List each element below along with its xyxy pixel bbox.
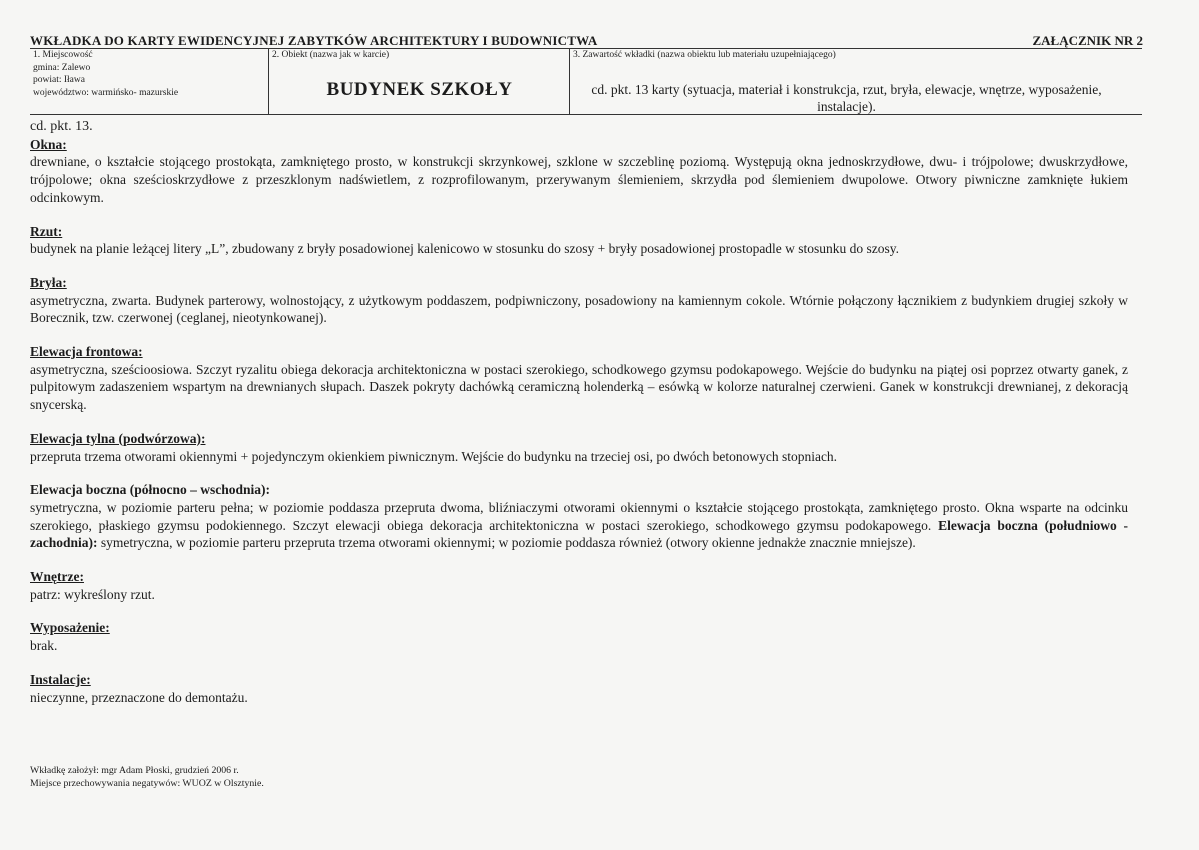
attachment-number: ZAŁĄCZNIK NR 2: [1032, 33, 1143, 48]
footer: [30, 764, 264, 790]
section-heading: Rzut:: [30, 223, 63, 239]
powiat: powiat: Iława: [33, 75, 85, 85]
object-name: BUDYNEK SZKOŁY: [326, 79, 513, 100]
object-label: 2. Obiekt (nazwa jak w karcie): [272, 50, 390, 60]
section-instalacje: [30, 671, 1128, 706]
section-text: asymetryczna, zwarta. Budynek parterowy, wolnostojący, z użytkowym poddaszem, podpiwniczony, posadowiony na kamiennym cokole. Wtórnie połączony łącznikiem z budynkiem drugiej szkoły w Borecznik, tzw. czerwonej (ceglanej, nieotynkowanej).: [30, 292, 1128, 326]
side-heading-sw: Elewacja boczna (południowo - zachodnia):: [30, 517, 1129, 551]
section-okna: [30, 136, 1128, 207]
section-heading: Elewacja boczna (północno – wschodnia):: [30, 482, 271, 498]
location-label: 1. Miejscowość: [33, 50, 93, 60]
section-text: drewniane, o kształcie stojącego prostokąta, zamkniętego prosto, w konstrukcji skrzynkowej, szklone w szczeblinę poziomą. Występują okna jednoskrzydłowe, dwu- i trójpolowe; dwuskrzydłowe, trójpolowe; okna sześcioskrzydłowe z przeszklonym nadświetlem, z rozprofilowanym, przerywanym ślemieniem, skrzydła pod ślemieniem dwupolowe. Otwory piwniczne zamknięte łukiem odcinkowym.: [30, 154, 1128, 205]
section-wnetrze: [30, 568, 1128, 603]
author-line: Wkładkę założył: mgr Adam Płoski, grudzień 2006 r.: [30, 765, 239, 776]
section-elewacja-boczna: [30, 481, 1128, 552]
header-table: [30, 48, 1142, 115]
section-wyposazenie: [30, 619, 1128, 654]
section-text: [30, 499, 1128, 552]
section-text: asymetryczna, sześcioosiowa. Szczyt ryzalitu obiega dekoracja architektoniczna w postaci szerokiego, schodkowego gzymsu podokapowego. Wejście do budynku na piątej osi poprzez otwarty ganek, z pulpitowym zadaszeniem wspartym na drewnianych słupach. Daszek pokryty dachówką ceramiczną holenderką – esówką w kolorze naturalnej czerwieni. Ganek w konstrukcji drewnianej, z dekoracją snycerską.: [30, 361, 1128, 413]
section-text: brak.: [30, 638, 58, 654]
side-text-sw: symetryczna, w poziomie parteru przepruta trzema otworami okiennymi; w poziomie poddasza również (otwory okienne jednakże znacznie mniejsze).: [100, 535, 916, 551]
section-heading: Instalacje:: [30, 671, 91, 687]
location-cell: [30, 49, 268, 114]
contents-label: 3. Zawartość wkładki (nazwa obiektu lub materiału uzupełniającego): [573, 50, 836, 60]
section-text: nieczynne, przeznaczone do demontażu.: [30, 689, 248, 705]
section-heading: Elewacja tylna (podwórzowa):: [30, 430, 206, 446]
section-heading: Bryła:: [30, 274, 67, 290]
section-elewacja-tylna: [30, 430, 1128, 465]
wojewodztwo: województwo: warmińsko- mazurskie: [33, 87, 179, 98]
section-rzut: [30, 223, 1128, 258]
section-text: budynek na planie leżącej litery „L”, zbudowany z bryły posadowionej kalenicowo w stosunku do szosy + bryły posadowionej prostopadle w stosunku do szosy.: [30, 241, 900, 257]
intro-text: cd. pkt. 13.: [30, 119, 93, 134]
document-title: WKŁADKA DO KARTY EWIDENCYJNEJ ZABYTKÓW ARCHITEKTURY I BUDOWNICTWA: [30, 33, 598, 48]
section-heading: Wyposażenie:: [30, 620, 110, 636]
document-body: [30, 118, 1128, 706]
section-heading: Elewacja frontowa:: [30, 344, 143, 360]
section-heading: Wnętrze:: [30, 569, 84, 585]
contents-cell: [569, 49, 1143, 114]
contents-text: cd. pkt. 13 karty (sytuacja, materiał i konstrukcja, rzut, bryła, elewacje, wnętrze, wyposażenie, instalacje).: [591, 82, 1102, 114]
gmina: gmina: Zalewo: [33, 62, 91, 73]
section-text: przepruta trzema otworami okiennymi + pojedynczym okienkiem piwnicznym. Wejście do budynku na trzeciej osi, po dwóch betonowych stopniach.: [30, 448, 838, 464]
side-text-ne: symetryczna, w poziomie parteru pełna; w poziomie poddasza przepruta dwoma, bliźniaczymi otworami okiennymi o kształcie stojącego prostokąta, zamkniętego prosto. Okna wsparte na odcinku szerokiego, płaskiego gzymsu podokiennego. Szczyt elewacji obiega dekoracja architektoniczna w postaci szerokiego, schodkowego gzymsu podokapowego.: [30, 499, 1128, 533]
section-bryla: [30, 274, 1128, 327]
section-text: patrz: wykreślony rzut.: [30, 586, 155, 602]
object-cell: [268, 49, 570, 114]
section-elewacja-frontowa: [30, 343, 1128, 414]
section-heading: Okna:: [30, 136, 67, 152]
negatives-line: Miejsce przechowywania negatywów: WUOZ w Olsztynie.: [30, 778, 264, 789]
